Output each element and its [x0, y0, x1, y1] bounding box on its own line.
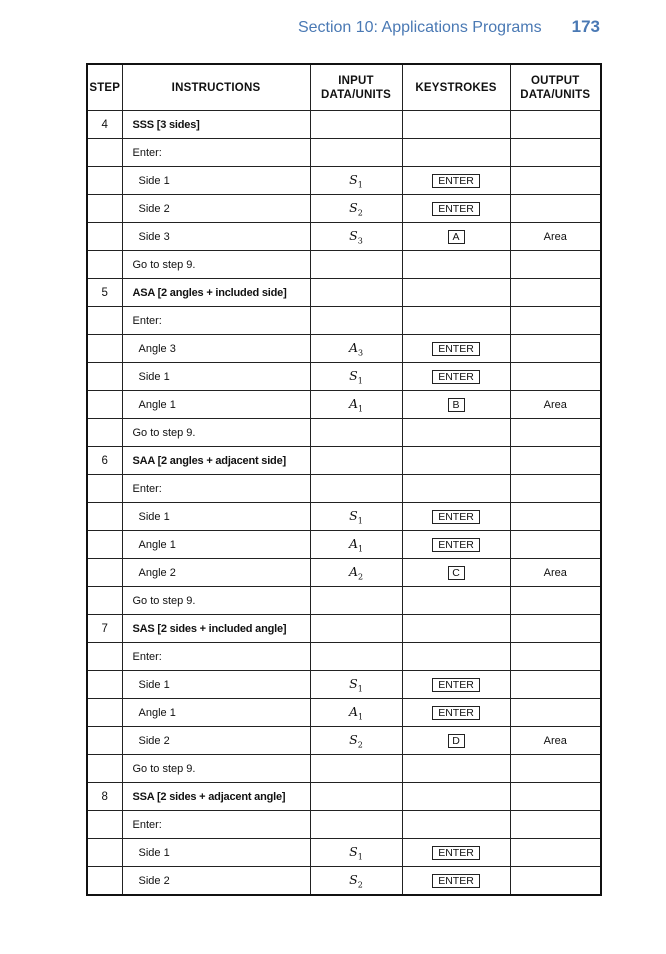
input-cell [310, 727, 402, 755]
input-cell [310, 307, 402, 335]
output-cell [510, 111, 601, 139]
keystroke-cell [402, 783, 510, 811]
output-cell [510, 167, 601, 195]
key-cap: ENTER [432, 370, 480, 384]
keystroke-cell [402, 279, 510, 307]
instruction-cell: SAA [2 angles + adjacent side] [122, 447, 310, 475]
input-cell [310, 811, 402, 839]
key-cap: ENTER [432, 846, 480, 860]
input-variable: S [349, 731, 358, 747]
instruction-cell: Go to step 9. [122, 755, 310, 783]
keystroke-cell [402, 839, 510, 867]
output-cell [510, 783, 601, 811]
step-cell [87, 643, 122, 671]
instruction-cell: SSA [2 sides + adjacent angle] [122, 783, 310, 811]
step-cell [87, 559, 122, 587]
table-row [87, 335, 601, 363]
input-variable: A [348, 703, 358, 719]
table-row [87, 139, 601, 167]
input-subscript: 2 [357, 880, 363, 890]
table-row [87, 699, 601, 727]
output-cell [510, 447, 601, 475]
instruction-cell: Enter: [122, 811, 310, 839]
output-header-line2: DATA/UNITS [520, 88, 591, 101]
step-cell [87, 839, 122, 867]
instructions-column-header: INSTRUCTIONS [122, 64, 310, 111]
step-cell [87, 727, 122, 755]
input-subscript: 2 [357, 572, 364, 582]
instruction-cell: Side 1 [122, 839, 310, 867]
page-header [0, 17, 600, 37]
input-subscript: 1 [357, 684, 363, 694]
instruction-cell: Side 1 [122, 363, 310, 391]
input-variable: S [349, 843, 358, 859]
step-cell [87, 699, 122, 727]
table-row [87, 811, 601, 839]
output-cell [510, 195, 601, 223]
keystroke-cell [402, 475, 510, 503]
input-cell [310, 419, 402, 447]
output-cell [510, 279, 601, 307]
step-cell [87, 195, 122, 223]
step-cell: 4 [87, 111, 122, 139]
input-variable: S [349, 367, 358, 383]
keystroke-cell [402, 811, 510, 839]
output-cell [510, 139, 601, 167]
instruction-cell: Angle 1 [122, 699, 310, 727]
keystroke-cell [402, 195, 510, 223]
keystroke-cell [402, 111, 510, 139]
table-row [87, 475, 601, 503]
output-cell [510, 867, 601, 896]
input-variable: S [349, 199, 358, 215]
output-cell [510, 503, 601, 531]
key-cap: A [448, 230, 465, 244]
table-header-row [87, 64, 601, 111]
output-cell [510, 251, 601, 279]
table-row [87, 111, 601, 139]
input-subscript: 1 [357, 712, 364, 722]
instruction-cell: Side 1 [122, 503, 310, 531]
table-row [87, 839, 601, 867]
step-cell [87, 223, 122, 251]
key-cap: B [448, 398, 465, 412]
key-cap: ENTER [432, 342, 480, 356]
input-cell [310, 559, 402, 587]
input-cell [310, 503, 402, 531]
step-cell: 7 [87, 615, 122, 643]
input-variable: A [348, 395, 358, 411]
output-cell [510, 307, 601, 335]
key-cap: ENTER [432, 510, 480, 524]
instruction-cell: ASA [2 angles + included side] [122, 279, 310, 307]
instruction-cell: Angle 3 [122, 335, 310, 363]
table-row [87, 615, 601, 643]
output-cell [510, 615, 601, 643]
step-cell [87, 755, 122, 783]
page-number: 173 [571, 17, 600, 36]
input-column-header [310, 64, 402, 111]
input-cell [310, 699, 402, 727]
output-cell [510, 671, 601, 699]
input-cell [310, 363, 402, 391]
key-cap: C [448, 566, 465, 580]
input-cell [310, 391, 402, 419]
output-cell [510, 839, 601, 867]
step-cell [87, 139, 122, 167]
input-subscript: 1 [357, 516, 363, 526]
table-row [87, 503, 601, 531]
table-row [87, 195, 601, 223]
input-cell [310, 839, 402, 867]
instruction-cell: Go to step 9. [122, 251, 310, 279]
table-row [87, 419, 601, 447]
step-cell [87, 391, 122, 419]
instruction-cell: Angle 1 [122, 531, 310, 559]
keystroke-cell [402, 419, 510, 447]
table-row [87, 671, 601, 699]
input-subscript: 2 [357, 740, 363, 750]
input-cell [310, 615, 402, 643]
instruction-cell: Enter: [122, 307, 310, 335]
keystrokes-column-header: KEYSTROKES [402, 64, 510, 111]
step-column-header: STEP [87, 64, 122, 111]
keystroke-cell [402, 391, 510, 419]
key-cap: ENTER [432, 538, 480, 552]
input-variable: S [349, 871, 358, 887]
key-cap: D [448, 734, 465, 748]
step-cell: 6 [87, 447, 122, 475]
table-row [87, 391, 601, 419]
table-row [87, 867, 601, 896]
keystroke-cell [402, 251, 510, 279]
input-subscript: 1 [357, 376, 363, 386]
input-variable: A [348, 339, 358, 355]
input-cell [310, 447, 402, 475]
instruction-cell: Side 2 [122, 867, 310, 896]
table-row [87, 643, 601, 671]
input-cell [310, 111, 402, 139]
instruction-cell: SAS [2 sides + included angle] [122, 615, 310, 643]
table-row [87, 167, 601, 195]
step-cell [87, 167, 122, 195]
output-cell [510, 531, 601, 559]
instruction-cell: Angle 2 [122, 559, 310, 587]
table-row [87, 727, 601, 755]
output-cell [510, 475, 601, 503]
input-subscript: 1 [357, 544, 364, 554]
input-cell [310, 195, 402, 223]
output-cell: Area [510, 559, 601, 587]
keystroke-cell [402, 587, 510, 615]
input-cell [310, 279, 402, 307]
step-cell: 8 [87, 783, 122, 811]
step-cell [87, 335, 122, 363]
keystroke-cell [402, 335, 510, 363]
table-row [87, 559, 601, 587]
instruction-cell: SSS [3 sides] [122, 111, 310, 139]
input-subscript: 1 [357, 404, 364, 414]
key-cap: ENTER [432, 174, 480, 188]
output-cell [510, 419, 601, 447]
output-cell: Area [510, 223, 601, 251]
table-row [87, 587, 601, 615]
input-variable: S [349, 675, 358, 691]
step-cell [87, 503, 122, 531]
section-title: Section 10: Applications Programs [297, 19, 542, 36]
instruction-cell: Angle 1 [122, 391, 310, 419]
input-cell [310, 335, 402, 363]
keystroke-cell [402, 363, 510, 391]
input-header-line1: INPUT [338, 74, 374, 87]
input-header-line2: DATA/UNITS [321, 88, 391, 101]
instruction-cell: Enter: [122, 475, 310, 503]
instruction-cell: Side 2 [122, 195, 310, 223]
table-row [87, 447, 601, 475]
output-cell [510, 587, 601, 615]
keystroke-cell [402, 531, 510, 559]
output-cell: Area [510, 391, 601, 419]
table-row [87, 755, 601, 783]
input-cell [310, 587, 402, 615]
input-cell [310, 223, 402, 251]
input-variable: S [349, 171, 358, 187]
table-row [87, 279, 601, 307]
keystroke-cell [402, 643, 510, 671]
output-column-header [510, 64, 601, 111]
instruction-cell: Go to step 9. [122, 587, 310, 615]
input-cell [310, 671, 402, 699]
keystroke-cell [402, 223, 510, 251]
table-row [87, 307, 601, 335]
key-cap: ENTER [432, 874, 480, 888]
keystroke-cell [402, 447, 510, 475]
keystroke-cell [402, 167, 510, 195]
input-subscript: 2 [357, 208, 363, 218]
input-cell [310, 643, 402, 671]
input-cell [310, 867, 402, 896]
instruction-cell: Enter: [122, 643, 310, 671]
output-cell [510, 363, 601, 391]
keystroke-cell [402, 727, 510, 755]
table-row [87, 783, 601, 811]
keystroke-cell [402, 307, 510, 335]
step-cell: 5 [87, 279, 122, 307]
table-row [87, 251, 601, 279]
instruction-cell: Go to step 9. [122, 419, 310, 447]
step-cell [87, 251, 122, 279]
input-cell [310, 251, 402, 279]
input-cell [310, 783, 402, 811]
table-row [87, 531, 601, 559]
key-cap: ENTER [432, 706, 480, 720]
output-cell [510, 755, 601, 783]
keystroke-cell [402, 139, 510, 167]
keystroke-cell [402, 503, 510, 531]
keystroke-cell [402, 671, 510, 699]
input-cell [310, 755, 402, 783]
output-cell [510, 335, 601, 363]
instruction-cell: Side 1 [122, 167, 310, 195]
output-cell [510, 699, 601, 727]
input-subscript: 3 [357, 348, 364, 358]
keystroke-cell [402, 559, 510, 587]
table-body [87, 111, 601, 896]
input-subscript: 1 [357, 180, 363, 190]
instruction-cell: Side 1 [122, 671, 310, 699]
input-variable: S [349, 507, 358, 523]
keystroke-cell [402, 755, 510, 783]
output-cell: Area [510, 727, 601, 755]
input-variable: A [348, 563, 358, 579]
keystroke-cell [402, 699, 510, 727]
step-cell [87, 307, 122, 335]
input-variable: A [348, 535, 358, 551]
input-subscript: 1 [357, 852, 363, 862]
instruction-cell: Side 2 [122, 727, 310, 755]
step-cell [87, 587, 122, 615]
keystroke-cell [402, 867, 510, 896]
table-row [87, 223, 601, 251]
keystroke-cell [402, 615, 510, 643]
instruction-cell: Side 3 [122, 223, 310, 251]
input-cell [310, 531, 402, 559]
input-cell [310, 475, 402, 503]
step-cell [87, 363, 122, 391]
step-cell [87, 867, 122, 896]
key-cap: ENTER [432, 202, 480, 216]
input-cell [310, 167, 402, 195]
output-cell [510, 811, 601, 839]
step-cell [87, 531, 122, 559]
instruction-cell: Enter: [122, 139, 310, 167]
step-cell [87, 671, 122, 699]
input-variable: S [349, 227, 358, 243]
key-cap: ENTER [432, 678, 480, 692]
table-row [87, 363, 601, 391]
output-cell [510, 643, 601, 671]
instruction-table [86, 63, 602, 896]
output-header-line1: OUTPUT [531, 74, 580, 87]
step-cell [87, 475, 122, 503]
step-cell [87, 419, 122, 447]
input-subscript: 3 [357, 236, 363, 246]
input-cell [310, 139, 402, 167]
step-cell [87, 811, 122, 839]
